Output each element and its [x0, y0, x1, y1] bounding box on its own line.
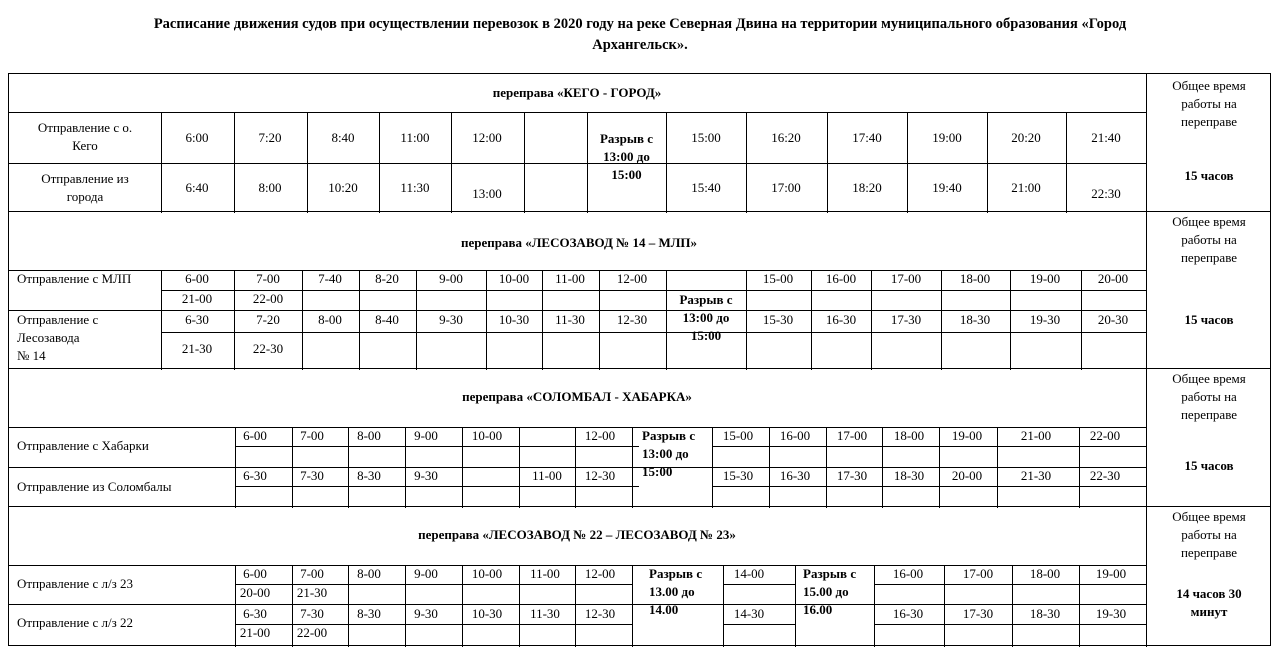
time-cell: 22-30: [252, 341, 284, 356]
time-cell: 19-00: [1029, 271, 1061, 286]
time-cell: 12-00: [616, 271, 648, 286]
title-line-1: Расписание движения судов при осуществлении перевозок в 2020 году на реке Северная Двина на территории муниципального образования «Город: [153, 16, 1127, 32]
section-lesozavod22-lesozavod23: [8, 506, 1271, 646]
time-cell: 19-30: [1095, 606, 1127, 621]
time-cell: 16-30: [779, 468, 811, 483]
time-cell: 8:40: [331, 130, 355, 145]
time-cell: 9-30: [414, 468, 438, 483]
break-note: Разрыв с 13:00 до 15:00: [599, 131, 654, 182]
time-cell: 15-00: [722, 428, 754, 443]
time-cell: 8-30: [357, 468, 381, 483]
section-kego-gorod: [8, 73, 1271, 212]
time-cell: 17:40: [852, 130, 882, 145]
time-cell: 19:40: [932, 180, 962, 195]
time-cell: 6:00: [185, 130, 209, 145]
row-label: Отправление из Соломбалы: [17, 479, 172, 494]
time-cell: 22-30: [1089, 468, 1121, 483]
time-cell: 9-00: [439, 271, 463, 286]
time-cell: 12-00: [584, 566, 616, 581]
time-cell: 21-30: [296, 585, 328, 600]
time-cell: 21-30: [1020, 468, 1052, 483]
time-cell: 7-20: [256, 312, 280, 327]
time-cell: 16-30: [825, 312, 857, 327]
time-cell: 16-00: [779, 428, 811, 443]
time-cell: 14-30: [733, 606, 765, 621]
time-cell: 7-00: [300, 566, 324, 581]
section-lesozavod14-mlp: [8, 211, 1271, 369]
total-value: 15 часов: [1184, 168, 1234, 183]
time-cell: 6-00: [243, 428, 267, 443]
section-header: переправа «КЕГО - ГОРОД»: [492, 85, 662, 100]
time-cell: 8-00: [357, 428, 381, 443]
total-label: Общее время работы на переправе: [1172, 78, 1246, 129]
time-cell: 8-20: [375, 271, 399, 286]
time-cell: 21-00: [181, 291, 213, 306]
total-value: 14 часов 30 минут: [1176, 586, 1242, 619]
time-cell: 16-00: [892, 566, 924, 581]
time-cell: 16-30: [892, 606, 924, 621]
time-cell: 21-00: [1020, 428, 1052, 443]
time-cell: 17-00: [890, 271, 922, 286]
time-cell: 7-00: [300, 428, 324, 443]
time-cell: 10-00: [471, 428, 503, 443]
page-title: [40, 14, 1240, 56]
time-cell: 17-00: [962, 566, 994, 581]
time-cell: 9-30: [414, 606, 438, 621]
row-label: Отправление с о. Кего: [37, 120, 133, 153]
time-cell: 11-30: [555, 312, 585, 327]
time-cell: 10-30: [471, 606, 503, 621]
row-label: Отправление с л/з 23: [17, 576, 133, 591]
time-cell: 8:00: [258, 180, 282, 195]
time-cell: 10-00: [471, 566, 503, 581]
row-label: Отправление из города: [41, 171, 129, 204]
time-cell: 20:20: [1011, 130, 1041, 145]
time-cell: 6-00: [185, 271, 209, 286]
time-cell: 7-00: [256, 271, 280, 286]
time-cell: 12-30: [616, 312, 648, 327]
time-cell: 6:40: [185, 180, 209, 195]
time-cell: 17-30: [836, 468, 868, 483]
total-value: 15 часов: [1184, 312, 1234, 327]
time-cell: 12-30: [584, 606, 616, 621]
time-cell: 19:00: [932, 130, 962, 145]
time-cell: 18-00: [1029, 566, 1061, 581]
title-line-2: Архангельск».: [592, 37, 688, 53]
time-cell: 9-30: [439, 312, 463, 327]
row-label: Отправление с Хабарки: [17, 438, 149, 453]
time-cell: 15:00: [691, 130, 721, 145]
section-header: переправа «ЛЕСОЗАВОД № 22 – ЛЕСОЗАВОД № 23»: [418, 527, 736, 542]
time-cell: 20-00: [1097, 271, 1129, 286]
time-cell: 18-00: [893, 428, 925, 443]
time-cell: 16-00: [825, 271, 857, 286]
time-cell: 12:00: [472, 130, 502, 145]
time-cell: 21-30: [181, 341, 213, 356]
time-cell: 8-40: [375, 312, 399, 327]
time-cell: 6-30: [243, 468, 267, 483]
time-cell: 18-30: [893, 468, 925, 483]
time-cell: 11-00: [530, 566, 560, 581]
break-note: Разрыв с 13:00 до 15:00: [642, 428, 696, 479]
row-label: Отправление с Лесозавода № 14: [17, 312, 99, 363]
time-cell: 20-00: [951, 468, 983, 483]
time-cell: 15-30: [722, 468, 754, 483]
time-cell: 18-30: [959, 312, 991, 327]
time-cell: 15-30: [762, 312, 794, 327]
time-cell: 22:30: [1091, 186, 1121, 201]
time-cell: 11-00: [532, 468, 562, 483]
time-cell: 20-30: [1097, 312, 1129, 327]
time-cell: 7-30: [300, 468, 324, 483]
time-cell: 19-00: [1095, 566, 1127, 581]
time-cell: 15-00: [762, 271, 794, 286]
time-cell: 22-00: [252, 291, 284, 306]
time-cell: 8-00: [318, 312, 342, 327]
time-cell: 8-00: [357, 566, 381, 581]
time-cell: 17-30: [890, 312, 922, 327]
break-note: Разрыв с 13.00 до 14.00: [649, 566, 703, 617]
time-cell: 6-00: [243, 566, 267, 581]
time-cell: 19-30: [1029, 312, 1061, 327]
time-cell: 7:20: [258, 130, 282, 145]
time-cell: 14-00: [733, 566, 765, 581]
time-cell: 11-30: [530, 606, 560, 621]
section-header: переправа «ЛЕСОЗАВОД № 14 – МЛП»: [460, 235, 698, 250]
time-cell: 7-30: [300, 606, 324, 621]
time-cell: 20-00: [239, 585, 271, 600]
time-cell: 16:20: [771, 130, 801, 145]
total-label: Общее время работы на переправе: [1172, 214, 1246, 265]
time-cell: 6-30: [185, 312, 209, 327]
time-cell: 12-00: [584, 428, 616, 443]
time-cell: 18-30: [1029, 606, 1061, 621]
section-solombala-khabarka: [8, 368, 1271, 507]
time-cell: 18-00: [959, 271, 991, 286]
time-cell: 17:00: [771, 180, 801, 195]
row-label: Отправление с МЛП: [17, 271, 132, 286]
time-cell: 7-40: [318, 271, 342, 286]
time-cell: 8-30: [357, 606, 381, 621]
time-cell: 17-00: [836, 428, 868, 443]
time-cell: 11:00: [400, 130, 430, 145]
time-cell: 21:00: [1011, 180, 1041, 195]
time-cell: 22-00: [296, 625, 328, 640]
break-note: Разрыв с 13:00 до 15:00: [679, 292, 733, 343]
time-cell: 11:30: [400, 180, 430, 195]
time-cell: 6-30: [243, 606, 267, 621]
time-cell: 21:40: [1091, 130, 1121, 145]
break-note: Разрыв с 15.00 до 16.00: [803, 566, 857, 617]
section-header: переправа «СОЛОМБАЛ - ХАБАРКА»: [462, 389, 692, 404]
time-cell: 17-30: [962, 606, 994, 621]
time-cell: 10-30: [498, 312, 530, 327]
time-cell: 10-00: [498, 271, 530, 286]
time-cell: 9-00: [414, 428, 438, 443]
time-cell: 19-00: [951, 428, 983, 443]
total-label: Общее время работы на переправе: [1172, 371, 1246, 422]
total-value: 15 часов: [1184, 458, 1234, 473]
time-cell: 9-00: [414, 566, 438, 581]
time-cell: 11-00: [555, 271, 585, 286]
time-cell: 10:20: [328, 180, 358, 195]
row-label: Отправление с л/з 22: [17, 615, 133, 630]
total-label: Общее время работы на переправе: [1172, 509, 1246, 560]
time-cell: 15:40: [691, 180, 721, 195]
time-cell: 22-00: [1089, 428, 1121, 443]
time-cell: 18:20: [852, 180, 882, 195]
time-cell: 21-00: [239, 625, 271, 640]
time-cell: 13:00: [472, 186, 502, 201]
time-cell: 12-30: [584, 468, 616, 483]
